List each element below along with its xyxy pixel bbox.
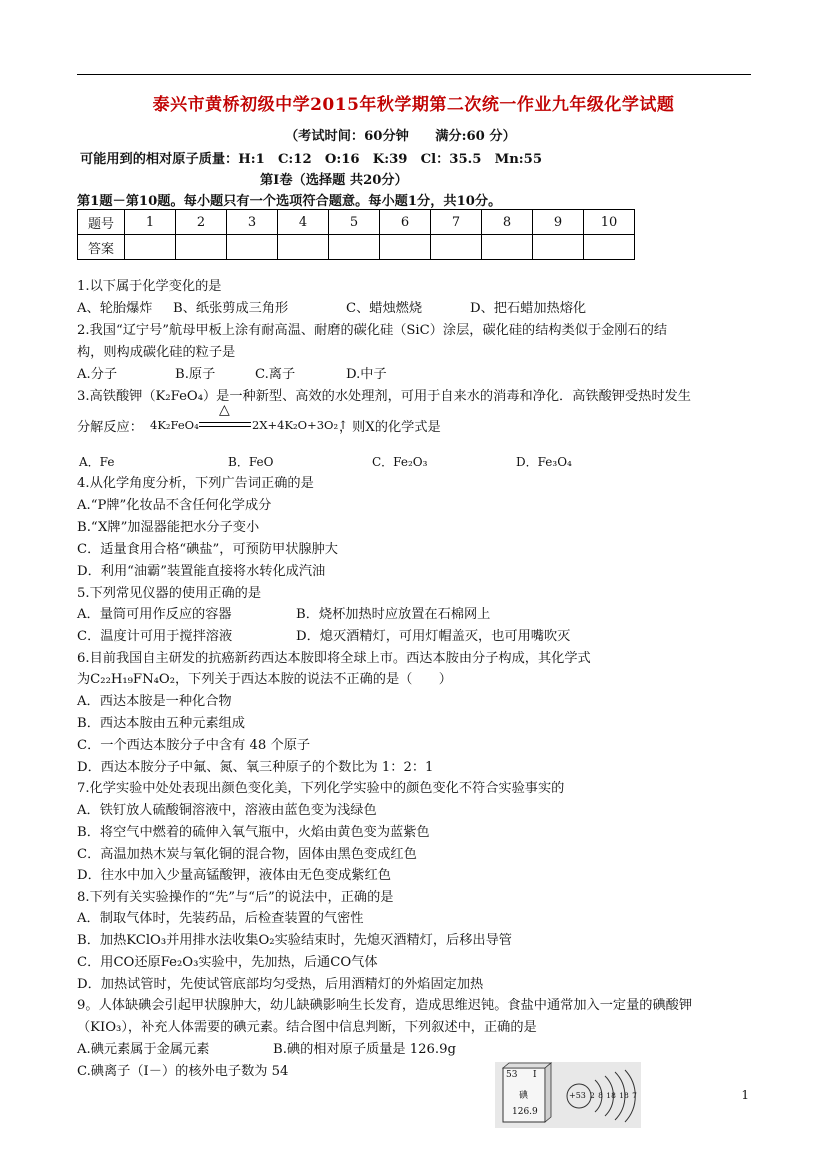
answer-cell[interactable]	[584, 235, 635, 260]
q2-option-a: A.分子	[77, 367, 118, 382]
answer-cell[interactable]	[125, 235, 176, 260]
q3-products: 2X+4K₂O+3O₂↑	[252, 418, 348, 432]
q8-option-b: B．加热KClO₃并用排水法收集O₂实验结束时，先熄灭酒精灯，后移出导管	[77, 933, 512, 948]
answer-table	[77, 209, 635, 260]
q8-option-d: D．加热试管时，先使试管底部均匀受热，后用酒精灯的外焰固定加热	[77, 977, 484, 992]
exam-info: （考试时间：60分钟 满分:60 分）	[285, 129, 516, 144]
q6-option-b: B．西达本胺由五种元素组成	[77, 716, 245, 731]
q9-stem-line1: 9。人体缺碘会引起甲状腺肿大，幼儿缺碘影响生长发育，造成思维迟钝。食盐中通常加入一定量的碘酸钾	[77, 998, 693, 1013]
q1-stem: 1.以下属于化学变化的是	[77, 279, 222, 294]
q5-option-a: A．量筒可用作反应的容器	[77, 607, 232, 622]
table-cell-number: 5	[329, 210, 380, 235]
q3-suffix: ，则X的化学式是	[339, 420, 441, 435]
q3-option-c: C．Fe₂O₃	[372, 455, 428, 469]
instructions: 第1题－第10题。每小题只有一个选项符合题意。每小题1分，共10分。	[77, 194, 502, 209]
iodine-name: 碘	[519, 1091, 529, 1101]
q3-reactant: 4K₂FeO₄	[150, 418, 199, 432]
answer-table-answer-row	[78, 235, 635, 260]
q6-stem-line2: 为C₂₂H₁₉FN₄O₂，下列关于西达本胺的说法不正确的是（ ）	[77, 672, 452, 687]
table-label-number: 题号	[78, 210, 125, 235]
answer-cell[interactable]	[329, 235, 380, 260]
answer-cell[interactable]	[176, 235, 227, 260]
q5-option-c: C．温度计可用于搅拌溶液	[77, 629, 233, 644]
q4-stem: 4.从化学角度分析，下列广告词正确的是	[77, 476, 314, 491]
q8-option-a: A．制取气体时，先装药品，后检查装置的气密性	[77, 911, 364, 926]
q3-equals-sign	[199, 422, 251, 427]
q4-option-b: B.“X牌”加湿器能把水分子变小	[77, 520, 260, 535]
q2-stem-line1: 2.我国“辽宁号”航母甲板上涂有耐高温、耐磨的碳化硅（SiC）涂层，碳化硅的结构类似于金刚石的结	[77, 323, 668, 338]
q3-equation-prefix: 分解反应：	[77, 420, 143, 435]
q5-option-d: D．熄灭酒精灯，可用灯帽盖灭，也可用嘴吹灭	[296, 629, 571, 644]
q7-option-b: B．将空气中燃着的硫伸入氧气瓶中，火焰由黄色变为蓝紫色	[77, 825, 430, 840]
iodine-figure	[495, 1062, 641, 1128]
page-title: 泰兴市黄桥初级中学2015年秋学期第二次统一作业九年级化学试题	[152, 95, 675, 115]
q3-option-a: A．Fe	[79, 455, 115, 469]
q4-option-a: A.“P牌”化妆品不含任何化学成分	[77, 498, 272, 513]
q7-option-c: C．高温加热木炭与氧化铜的混合物，固体由黑色变成红色	[77, 847, 417, 862]
table-cell-number: 8	[482, 210, 533, 235]
q8-stem: 8.下列有关实验操作的“先”与“后”的说法中，正确的是	[77, 890, 394, 905]
q1-option-b: B、纸张剪成三角形	[173, 301, 289, 316]
table-label-answer: 答案	[78, 235, 125, 260]
answer-table-header-row	[78, 210, 635, 235]
q4-option-c: C．适量食用合格“碘盐”，可预防甲状腺肿大	[77, 542, 338, 557]
q7-option-a: A．铁钉放人硫酸铜溶液中，溶液由蓝色变为浅绿色	[77, 803, 377, 818]
table-cell-number: 7	[431, 210, 482, 235]
iodine-atomic-number: 53	[506, 1070, 518, 1080]
atomic-masses: 可能用到的相对原子质量：H:1 C:12 O:16 K:39 Cl：35.5 Mn:55	[80, 152, 543, 167]
iodine-mass: 126.9	[512, 1107, 538, 1117]
q5-option-b: B．烧杯加热时应放置在石棉网上	[296, 607, 491, 622]
answer-cell[interactable]	[227, 235, 278, 260]
q7-option-d: D．往水中加入少量高锰酸钾，液体由无色变成紫红色	[77, 868, 391, 883]
q6-option-d: D．西达本胺分子中氟、氮、氧三种原子的个数比为 1：2：1	[77, 760, 434, 775]
q3-option-b: B．FeO	[228, 455, 274, 469]
table-cell-number: 10	[584, 210, 635, 235]
q9-option-c: C.碘离子（I－）的核外电子数为 54	[77, 1064, 289, 1079]
header-rule	[77, 74, 751, 75]
q9-option-a: A.碘元素属于金属元素	[77, 1042, 210, 1057]
q9-stem-line2: （KIO₃），补充人体需要的碘元素。结合图中信息判断，下列叙述中，正确的是	[77, 1020, 537, 1035]
q6-option-c: C．一个西达本胺分子中含有 48 个原子	[77, 738, 311, 753]
q9-option-b: B.碘的相对原子质量是 126.9g	[273, 1042, 456, 1057]
iodine-symbol: I	[533, 1070, 537, 1080]
q2-option-b: B.原子	[175, 367, 216, 382]
answer-cell[interactable]	[278, 235, 329, 260]
iodine-nucleus: +53	[569, 1091, 586, 1100]
q5-stem: 5.下列常见仪器的使用正确的是	[77, 586, 262, 601]
q6-option-a: A．西达本胺是一种化合物	[77, 694, 232, 709]
answer-cell[interactable]	[533, 235, 584, 260]
q2-stem-line2: 构，则构成碳化硅的粒子是	[77, 345, 236, 360]
q3-stem-line1: 3.高铁酸钾（K₂FeO₄）是一种新型、高效的水处理剂，可用于自来水的消毒和净化．高铁酸钾受热时发生	[77, 389, 691, 404]
table-cell-number: 6	[380, 210, 431, 235]
table-cell-number: 2	[176, 210, 227, 235]
q7-stem: 7.化学实验中处处表现出颜色变化美，下列化学实验中的颜色变化不符合实验事实的	[77, 781, 565, 796]
q2-option-c: C.离子	[255, 367, 296, 382]
q2-option-d: D.中子	[346, 367, 387, 382]
q1-option-c: C、蜡烛燃烧	[346, 301, 423, 316]
table-cell-number: 4	[278, 210, 329, 235]
q8-option-c: C．用CO还原Fe₂O₃实验中，先加热，后通CO气体	[77, 955, 378, 970]
q6-stem-line1: 6.目前我国自主研发的抗癌新药西达本胺即将全球上市。西达本胺由分子构成，其化学式	[77, 651, 591, 666]
answer-cell[interactable]	[380, 235, 431, 260]
page-number: 1	[741, 1088, 749, 1102]
section-title: 第Ⅰ卷（选择题 共20分）	[260, 173, 408, 188]
table-cell-number: 3	[227, 210, 278, 235]
q3-condition: △	[219, 402, 230, 418]
table-cell-number: 9	[533, 210, 584, 235]
table-cell-number: 1	[125, 210, 176, 235]
q3-option-d: D．Fe₃O₄	[516, 455, 572, 469]
answer-cell[interactable]	[431, 235, 482, 260]
iodine-shells: 2 8 18 18 7	[590, 1091, 637, 1100]
q1-option-a: A、轮胎爆炸	[77, 301, 153, 316]
q1-option-d: D、把石蜡加热熔化	[470, 301, 587, 316]
q4-option-d: D．利用“油霸”装置能直接将水转化成汽油	[77, 564, 326, 579]
answer-cell[interactable]	[482, 235, 533, 260]
